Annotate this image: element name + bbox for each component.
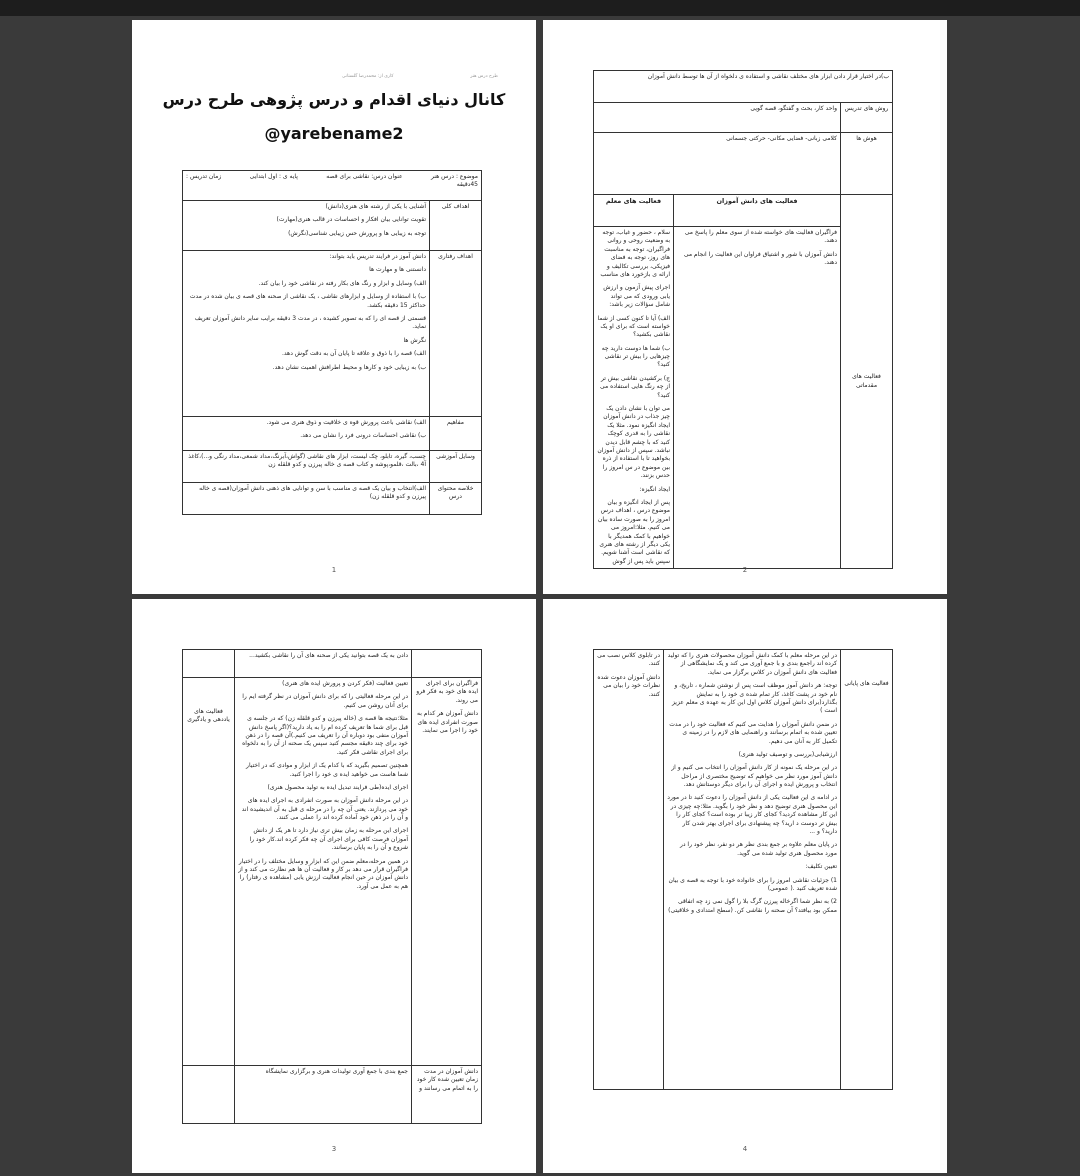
text-line: 1) جزئیات نقاشی امروز را برای خانواده خود با توجه به قصه ی بیان شده تعریف کنید .( عمومی) [668,876,837,892]
text-line: توجه به زیبایی ها و پرورش حس زیبایی شناسی(نگرش) [288,229,426,237]
text-line: فراگیران فعالیت های خواسته شده از سوی معلم را پاسخ می دهند. [684,229,837,245]
text-line: آشنایی با یکی از رشته های هنری(دانش) [325,203,426,210]
meta-topic: موضوع : درس هنر [430,173,478,180]
teacher-activities [664,650,841,1090]
page-number: 2 [742,566,748,574]
row-label [183,650,235,678]
text-line: در این مرحله دانش آموزان به صورت انفرادی به اجرای ایده های خود می پردازند. یعنی آن چه را در مرحله ی قبل به آن اندیشیده اند و آن را در ذهن خود آماده کرده اند را عملی می کنند. [241,797,408,822]
page-header [342,74,498,79]
text-line: الف) قصه را با ذوق و علاقه تا پایان آن به دقت گوش دهد. [281,350,426,358]
page-4[interactable] [543,599,947,1173]
text-line: در این مرحله معلم با کمک دانش آموزان محصولات هنری را که تولید کرده اند راجمع بندی و با جمع آوری می کند و یک نمایشگاهی از فعالیت های دانش آموزان در کلاس برگزار می نماید. [667,652,837,676]
text-line: الف) نقاشی باعث پرورش قوه ی خلاقیت و ذوق هنری می شود. [266,419,426,426]
row-label: مفاهیم [430,417,482,451]
row-content [183,417,430,451]
text-line: مثلا:نتیجه ها قصه ی (خاله پیرزن و کدو قلقله زن) که در جلسه ی قبل برای شما ها تعریف کرده ام را به یاد دارید؟(اگر پاسخ دانش آموزان منفی بود دوباره آن را تعریف می کنیم.)آن قصه را در ذهن خود برای چند دقیقه مجسم کنید سپس یک صحنه از آن را به دلخواه برای اجرای نقاشی فکر کنید. [242,715,408,756]
text-line: قسمتی از قصه ای را که به تصویر کشیده ، در مدت 3 دقیقه برایب سایر دانش آموزان تعریف نماید. [194,314,426,331]
page-number: 1 [331,566,337,574]
row-label: فعالیت های یاددهی و یادگیری [183,678,235,1066]
row-content [183,483,430,515]
text-line: در این مرحله فعالیتی را که برای دانش آموزان در نظر گرفته ایم را برای آنان روشن می کنیم. [242,693,408,709]
text-line: اجرای ایده(طی فرایند تبدیل ایده به تولید محصول هنری) [267,783,408,791]
row-label: روش های تدریس [841,103,893,133]
student-activities [594,650,664,1090]
header-left: کاری از: محمدرضا گلستانی [342,74,394,79]
row-label: فعالیت های مقدماتی [841,195,893,569]
text-line: دانستنی ها و مهارت ها [369,266,426,274]
meta-time-value: 45دقیقه [456,181,478,189]
text-line: در پایان معلم علاوه بر جمع بندی نظر هر دو نفر، نظر خود را در مورد محصول هنری تولید شده می گوید. [679,841,837,857]
text-line: ب) نقاشی احساسات درونی فرد را نشان می دهد. [300,432,426,440]
text-line: دانش آموزان دعوت شده نظرات خود را بیان می کنند. [597,673,660,698]
row-content [183,251,430,417]
page-title: کانال دنیای اقدام و درس پژوهی طرح درس [162,90,506,109]
row-content [183,451,430,483]
teacher-activities [235,678,412,1066]
row-content [183,201,430,251]
row-label: اهداف رفتاری [430,251,482,417]
teacher-activities: جمع بندی با جمع آوری تولیدات هنری و برگزاری نمایشگاه [235,1066,412,1124]
column-header-teacher: فعالیت های معلم [594,195,674,227]
text-line: سلام ، حضور و غیاب، توجه به وضعیت روحی و روانی فراگیران، توجه به مناسبت های روز، توجه به فضای فیزیکی، بررسی تکالیف و ارائه ی بازخورد های مناسب [600,229,671,278]
meta-time-label: زمان تدریس : [186,173,222,180]
row-content: کلامی زبانی- فضایی مکانی- حرکتی جسمانی [594,133,841,195]
meta-lesson: عنوان درس: نقاشی برای قصه [326,173,403,180]
row-content: ب)در اختیار قرار دادن ابزار های مختلف نقاشی و استفاده ی دلخواه از آن ها توسط دانش آموزان [594,71,893,103]
text-line: الف) آیا تا کنون کسی از شما خواسته است که برای او یک نقاشی بکشید؟ [597,314,671,339]
teacher-activities [594,227,674,569]
page-1[interactable] [132,20,536,594]
row-label [183,1066,235,1124]
text-line: در این مرحله یک نمونه از کار دانش آموزان را انتخاب می کنیم و از دانش آموز مورد نظر می خواهیم که توضیح مختصری از مراحل انتخاب و پرورش ایده و اجرای آن را برای دیگر دوستانش دهد. [671,764,837,789]
row-label: فعالیت های پایانی [841,650,893,1090]
column-header-student: فعالیت های دانش آموزان [674,195,841,227]
student-activities [674,227,841,569]
text-line: توجه: هر دانش آموز موظف است پس از نوشتن شماره ، تاریخ، و نام خود در پشت کاغذ، کار تمام شده ی خود را به نمایش بگذارد(برای دانش آموزان کلاس اول این کار به عهده ی معلم عزیز است ) [672,682,837,715]
text-line: ج) برکشیدن نقاشی بیش تر از چه رنگ هایی استفاده می کنید؟ [599,374,671,399]
text-line: در تابلوی کلاس نصب می کنند. [597,652,660,668]
text-line: در ضمن دانش آموزان را هدایت می کنیم که فعالیت خود را در مدت تعیین شده به اتمام برسانند و راهنمایی های لازم را در زمینه ی تکمیل کار به آنان می دهیم. [669,720,837,745]
text-line: در همین مرحله،معلم ضمن این که ابزار و وسایل مختلف را در اختیار فراگیران قرار می دهد بر کار و فعالیت آن ها هم نظارت می کند و از دانش آموزان در حین انجام فعالیت ارزش یابی (مشاهده ی رفتار) را هم به عمل می آورد. [238,857,408,890]
lesson-plan-table [182,649,482,1124]
student-activities [412,678,482,1066]
text-line: ایجاد انگیزه: [639,485,671,493]
student-activities [412,650,482,678]
row-label: خلاصه محتوای درس [430,483,482,515]
lesson-plan-table [593,70,893,569]
text-line: دانش آموزان با شور و اشتیاق فراوان این فعالیت را انجام می دهند. [683,250,837,267]
text-line: ب) شما ها دوست دارید چه چیزهایی را بیش تر نقاشی کنید؟ [601,344,671,369]
text-line: پس از ایجاد انگیزه و بیان موضوع درس ، اهداف درس امروز را به صورت ساده بیان می کنیم. مثلا:امروز می خواهیم با کمک همدیگر با یکی دیگر از رشته های هنری که نقاشی است آشنا شویم. سپس باید پس از گوش [597,498,671,565]
text-line: دانش آموزان هر کدام به صورت انفرادی ایده های خود را اجرا می نمایند. [417,710,478,734]
text-line: الف)انتخاب و بیان یک قصه ی مناسب با سن و توانایی های ذهنی دانش آموزان(قصه ی خاله پیرزن و کدو قلقله زن) [199,485,426,501]
text-line: اجرای پیش آزمون و ارزش یابی ورودی که می تواند شامل سؤالات زیر باشد: [603,284,671,309]
text-line: ب) به زیبایی خود و کارها و محیط اطرافش اهمیت نشان دهد. [272,363,426,371]
page-2[interactable] [543,20,947,594]
viewer-toolbar [0,0,1080,16]
text-line: فراگیران برای اجرای ایده های خود به فکر فرو می روند. [416,680,478,704]
text-line: 2) به نظر شما اگرخاله پیرزن گرگ بلا را گول نمی زد چه اتفاقی ممکن بود بیافتد؟ آن صحنه را نقاشی کن. (سطح امتدادی و خلاقیتی) [668,898,837,914]
row-label: وسایل آموزشی [430,451,482,483]
channel-handle: @yarebename2 [264,124,404,143]
row-content: واحد کار، بحث و گفتگو، قصه گویی [594,103,841,133]
text-line: تعیین تکلیف: [805,863,837,871]
text-line: دانش آموز در فرایند تدریس باید بتواند: [329,253,426,260]
lesson-plan-table [593,649,893,1090]
row-label: هوش ها [841,133,893,195]
lesson-plan-table [182,170,482,515]
header-right: طرح درس هنر [470,74,498,79]
text-line: اجرای این مرحله به زمان بیش تری نیاز دارد تا هر یک از دانش آموزان فرصت کافی برای اجرای آن چه فکر کرده اند.کار خود را شروع و آن را به پایان برسانند. [249,827,408,852]
text-line: می توان با نشان دادن یک چیز جذاب در دانش آموزان ایجاد انگیزه نمود. مثلا یک نقاشی را به قدری کوچک کنید که با چشم قابل دیدن نباشد. سپس از دانش آموزان بخواهید تا با استفاده از ذره بین موضوع در س امروز را حدس بزنند. [597,405,671,480]
text-line: تعیین فعالیت (فکر کردن و پرورش ایده های هنری) [282,680,408,687]
text-line: الف) وسایل و ابزار و رنگ های بکار رفته در نقاشی خود را بیان کند. [258,279,426,287]
meta-row [183,171,482,201]
page-number: 3 [331,1145,337,1153]
row-label: اهداف کلی [430,201,482,251]
page-number: 4 [742,1145,748,1153]
row-content: دادن به یک قصه بتوانید یکی از صحنه های آن را نقاشی بکشید... [235,650,412,678]
text-line: ب) با استفاده از وسایل و ابزارهای نقاشی ، یک نقاشی از صحنه های قصه ی بیان شده در مدت حداکثر 15 دقیقه بکشد. [189,293,426,309]
text-line: ارزشیابی(بررسی و توصیف تولید هنری) [738,750,837,758]
text-line: همچنین تصمیم بگیرید که با کدام یک از ابزار و موادی که در اختیار شما هاست می خواهید ایده ی خود را اجرا کنید. [246,762,408,778]
student-activities: دانش آموزان در مدت زمان تعیین شده کار خود را به اتمام می رسانند و [412,1066,482,1124]
text-line: تقویت توانایی بیان افکار و احساسات در قالب هنری(مهارت) [276,216,426,224]
page-3[interactable] [132,599,536,1173]
meta-grade: پایه ی : اول ابتدایی [249,173,298,180]
text-line: در ادامه ی این فعالیت یکی از دانش آموزان را دعوت کنید تا در مورد این محصول هنری توضیح دهد و نظر خود را بگوید. مثلا:چه چیزی در این کار مشاهده کردید؟ کجای کار زیبا تر بوده است؟ کجای کار را بیش تر دوست د ارید؟ چه پیشنهادی برای اجرای بهتر شدن کار دارید؟ و ... [667,794,837,836]
text-line: نگرش ها [403,336,426,344]
text-line: چسب، گیره، تابلو، چک لیست، ابزار های نقاشی (گواش،آبرنگ،مداد شمعی،مداد رنگی و...)،کاغذ آ4 ،بالت ،قلمو،پوشه و کتاب قصه ی خاله پیرزن و کدو قلقله زن [188,453,426,469]
